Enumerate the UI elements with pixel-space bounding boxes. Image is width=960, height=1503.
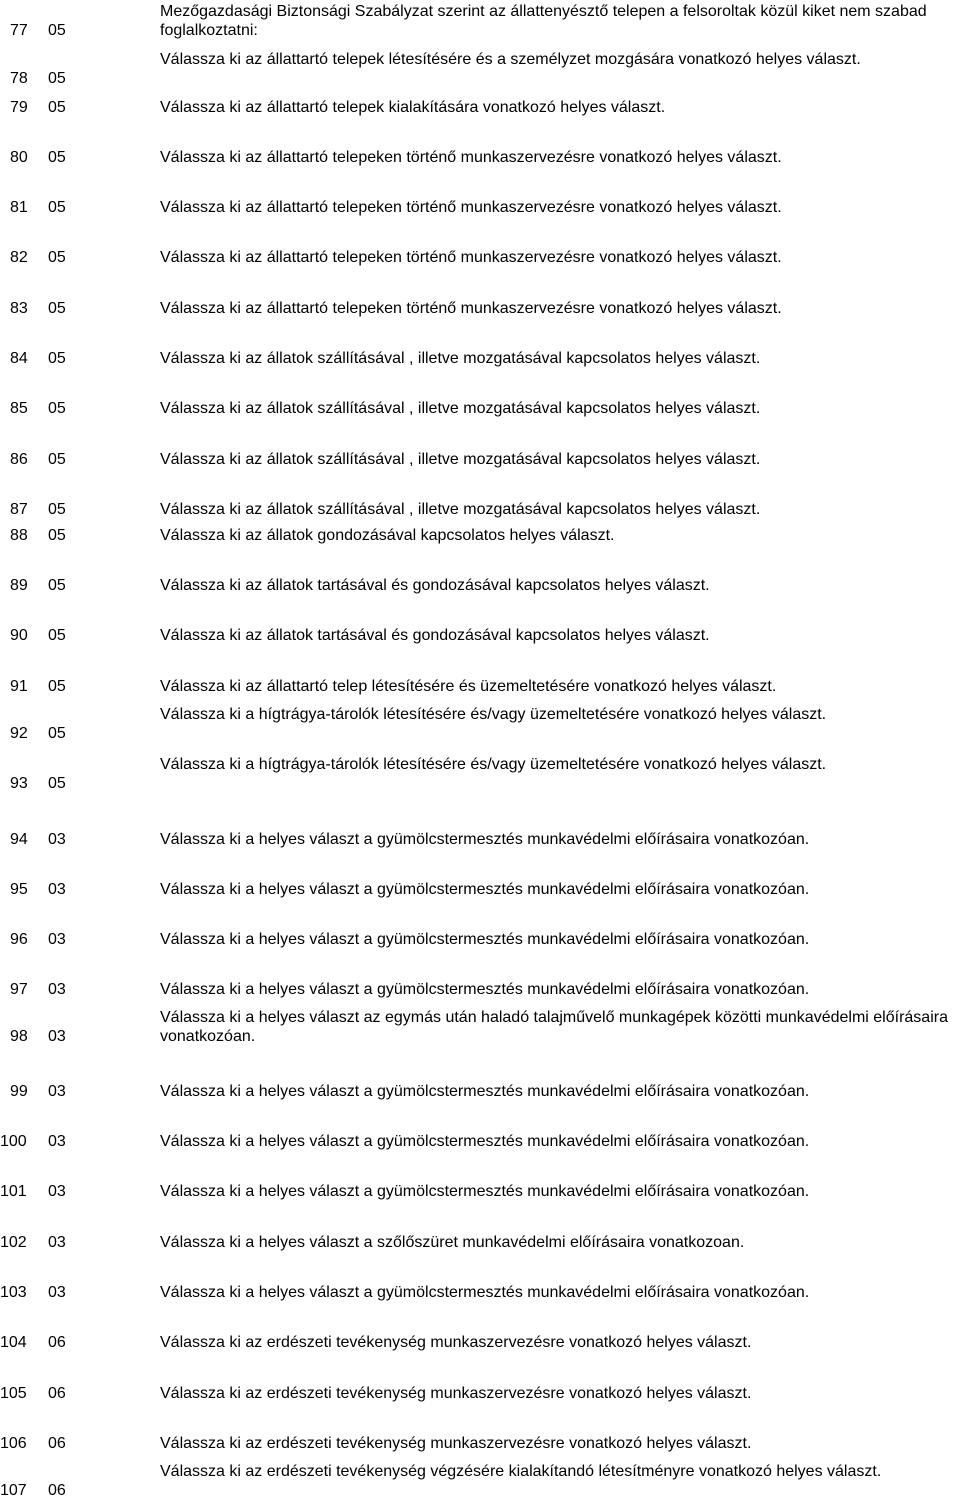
question-number: 92: [10, 725, 28, 742]
question-number: 83: [10, 300, 28, 317]
question-text: Válassza ki a helyes választ a gyümölcstermesztés munkavédelmi előírásaira vonatkozóan.: [160, 1133, 810, 1150]
question-number: 86: [10, 451, 28, 468]
question-number: 85: [10, 400, 28, 417]
question-code: 05: [48, 22, 66, 39]
question-text: Válassza ki az állatok szállításával , illetve mozgatásával kapcsolatos helyes választ.: [160, 400, 761, 417]
question-code: 05: [48, 577, 66, 594]
question-code: 03: [48, 831, 66, 848]
question-code: 03: [48, 1284, 66, 1301]
question-number: 91: [10, 678, 28, 695]
question-text: Válassza ki a hígtrágya-tárolók létesítésére és/vagy üzemeltetésére vonatkozó helyes választ.: [160, 706, 827, 723]
question-number: 82: [10, 249, 28, 266]
question-code: 03: [48, 931, 66, 948]
question-text: Válassza ki a helyes választ a szőlőszüret munkavédelmi előírásaira vonatkozoan.: [160, 1234, 745, 1251]
question-code: 06: [48, 1482, 66, 1499]
question-text: Válassza ki az erdészeti tevékenység munkaszervezésre vonatkozó helyes választ.: [160, 1385, 752, 1402]
question-number: 99: [10, 1083, 28, 1100]
question-number: 106: [0, 1435, 27, 1452]
question-code: 06: [48, 1334, 66, 1351]
question-text: Válassza ki a helyes választ a gyümölcstermesztés munkavédelmi előírásaira vonatkozóan.: [160, 881, 810, 898]
question-code: 03: [48, 1234, 66, 1251]
question-text: Válassza ki az állatok tartásával és gondozásával kapcsolatos helyes választ.: [160, 627, 710, 644]
question-text: Válassza ki a helyes választ a gyümölcstermesztés munkavédelmi előírásaira vonatkozóan.: [160, 931, 810, 948]
question-number: 84: [10, 350, 28, 367]
question-number: 89: [10, 577, 28, 594]
question-text: Válassza ki a hígtrágya-tárolók létesítésére és/vagy üzemeltetésére vonatkozó helyes választ.: [160, 756, 827, 773]
question-number: 98: [10, 1028, 28, 1045]
question-code: 06: [48, 1435, 66, 1452]
question-number: 88: [10, 527, 28, 544]
question-text: Válassza ki a helyes választ a gyümölcstermesztés munkavédelmi előírásaira vonatkozóan.: [160, 1284, 810, 1301]
question-number: 103: [0, 1284, 27, 1301]
question-number: 93: [10, 775, 28, 792]
question-code: 03: [48, 1028, 66, 1045]
question-text: Válassza ki az állatok tartásával és gondozásával kapcsolatos helyes választ.: [160, 577, 710, 594]
question-number: 79: [10, 99, 28, 116]
question-number: 87: [10, 501, 28, 518]
question-text: Válassza ki a helyes választ az egymás után haladó talajművelő munkagépek közötti munkavédelmi előírásaira vonatkozóan.: [160, 1009, 948, 1045]
question-number: 80: [10, 149, 28, 166]
question-code: 05: [48, 300, 66, 317]
question-code: 05: [48, 501, 66, 518]
question-number: 105: [0, 1385, 27, 1402]
question-number: 90: [10, 627, 28, 644]
question-number: 96: [10, 931, 28, 948]
question-code: 03: [48, 981, 66, 998]
question-number: 97: [10, 981, 28, 998]
question-text: Válassza ki az állattartó telepeken történő munkaszervezésre vonatkozó helyes választ.: [160, 249, 782, 266]
question-text: Válassza ki az állattartó telepek létesítésére és a személyzet mozgására vonatkozó helyes választ.: [160, 51, 861, 68]
question-code: 05: [48, 249, 66, 266]
question-number: 107: [0, 1482, 27, 1499]
question-code: 05: [48, 627, 66, 644]
question-text: Válassza ki az állattartó telepek kialakítására vonatkozó helyes választ.: [160, 99, 666, 116]
question-number: 104: [0, 1334, 27, 1351]
question-text: Válassza ki a helyes választ a gyümölcstermesztés munkavédelmi előírásaira vonatkozóan.: [160, 981, 810, 998]
question-text: Válassza ki az állatok szállításával , illetve mozgatásával kapcsolatos helyes választ.: [160, 451, 761, 468]
question-code: 05: [48, 400, 66, 417]
question-number: 102: [0, 1234, 27, 1251]
question-text: Válassza ki a helyes választ a gyümölcstermesztés munkavédelmi előírásaira vonatkozóan.: [160, 1183, 810, 1200]
question-text: Válassza ki az állattartó telepeken történő munkaszervezésre vonatkozó helyes választ.: [160, 199, 782, 216]
question-text: Válassza ki a helyes választ a gyümölcstermesztés munkavédelmi előírásaira vonatkozóan.: [160, 831, 810, 848]
question-code: 05: [48, 527, 66, 544]
question-code: 05: [48, 451, 66, 468]
question-number: 95: [10, 881, 28, 898]
question-text: Válassza ki az állattartó telepeken történő munkaszervezésre vonatkozó helyes választ.: [160, 149, 782, 166]
question-text: Válassza ki az állatok gondozásával kapcsolatos helyes választ.: [160, 527, 615, 544]
question-code: 05: [48, 678, 66, 695]
question-code: 05: [48, 775, 66, 792]
question-code: 05: [48, 350, 66, 367]
question-code: 05: [48, 149, 66, 166]
question-number: 77: [10, 22, 28, 39]
question-text: Válassza ki a helyes választ a gyümölcstermesztés munkavédelmi előírásaira vonatkozóan.: [160, 1083, 810, 1100]
question-code: 06: [48, 1385, 66, 1402]
question-text: Válassza ki az állatok szállításával , illetve mozgatásával kapcsolatos helyes választ.: [160, 350, 761, 367]
question-text: Válassza ki az erdészeti tevékenység végzésére kialakítandó létesítményre vonatkozó helyes választ.: [160, 1463, 882, 1480]
question-text: Mezőgazdasági Biztonsági Szabályzat szerint az állattenyésztő telepen a felsoroltak közül kiket nem szabad foglalkoztatni:: [160, 3, 927, 39]
question-code: 03: [48, 1183, 66, 1200]
question-code: 03: [48, 881, 66, 898]
question-code: 05: [48, 199, 66, 216]
question-code: 05: [48, 70, 66, 87]
question-number: 100: [0, 1133, 27, 1150]
question-number: 81: [10, 199, 28, 216]
question-code: 05: [48, 725, 66, 742]
question-text: Válassza ki az erdészeti tevékenység munkaszervezésre vonatkozó helyes választ.: [160, 1334, 752, 1351]
question-number: 101: [0, 1183, 27, 1200]
question-code: 05: [48, 99, 66, 116]
question-number: 94: [10, 831, 28, 848]
question-text: Válassza ki az állatok szállításával , illetve mozgatásával kapcsolatos helyes választ.: [160, 501, 761, 518]
question-text: Válassza ki az állattartó telepeken történő munkaszervezésre vonatkozó helyes választ.: [160, 300, 782, 317]
question-code: 03: [48, 1083, 66, 1100]
question-code: 03: [48, 1133, 66, 1150]
question-text: Válassza ki az állattartó telep létesítésére és üzemeltetésére vonatkozó helyes választ.: [160, 678, 777, 695]
question-text: Válassza ki az erdészeti tevékenység munkaszervezésre vonatkozó helyes választ.: [160, 1435, 752, 1452]
question-number: 78: [10, 70, 28, 87]
